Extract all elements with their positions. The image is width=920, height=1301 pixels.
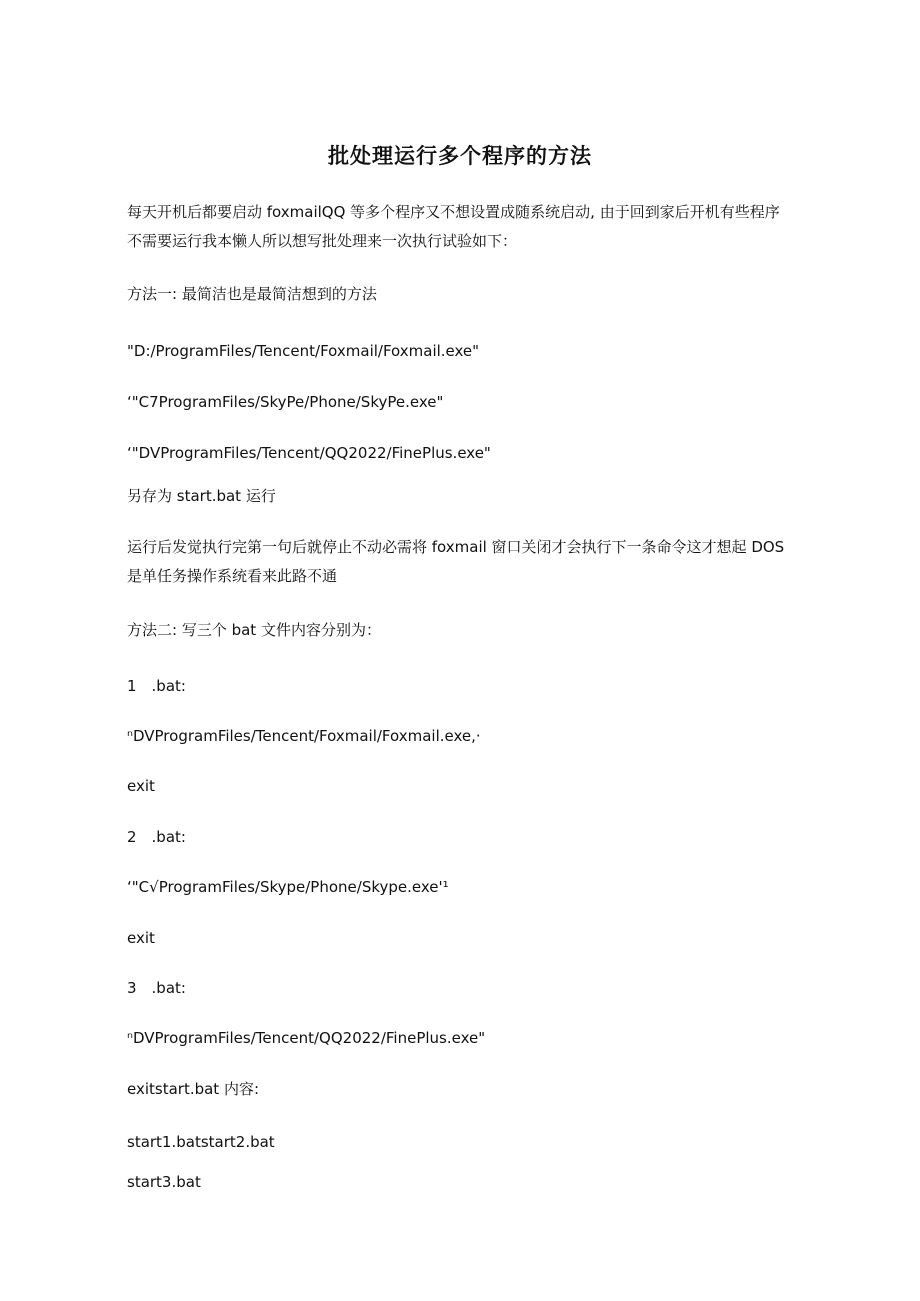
method1-command-1: "D:/ProgramFiles/Tencent/Foxmail/Foxmail.exe"	[127, 342, 480, 360]
page-title: 批处理运行多个程序的方法	[328, 144, 592, 168]
intro-paragraph	[127, 198, 797, 256]
start-line-1: start1.batstart2.bat	[127, 1133, 275, 1151]
bat2-command: ‘"C√ProgramFiles/Skype/Phone/Skype.exe'¹	[127, 878, 449, 896]
method2-heading: 方法二: 写三个 bat 文件内容分别为：	[127, 621, 381, 639]
bat3-command: ⁿDVProgramFiles∕Tencent∕QQ2022∕FinePlus.exe"	[127, 1029, 486, 1047]
start-line-2: start3.bat	[127, 1173, 201, 1191]
intro-line-1: 每天开机后都要启动 foxmailQQ 等多个程序又不想设置成随系统启动, 由于回到家后开机有些程序	[127, 203, 780, 221]
bat3-label: 3 .bat:	[127, 979, 186, 997]
bat2-exit: exit	[127, 929, 155, 947]
observation-paragraph	[127, 533, 797, 591]
bat2-label: 2 .bat:	[127, 828, 186, 846]
bat1-command: ⁿDVProgramFiles/Tencent/Foxmail/Foxmail.exe,·	[127, 727, 481, 745]
method1-command-3: ‘"DVProgramFiles∕Tencent∕QQ2022∕FinePlus.exe"	[127, 444, 491, 462]
save-as-note: 另存为 start.bat 运行	[127, 487, 276, 505]
observation-line-2: 是单任务操作系统看来此路不通	[127, 567, 338, 585]
bat3-exit-start-content: exitstart.bat 内容:	[127, 1080, 260, 1098]
observation-line-1: 运行后发觉执行完第一句后就停止不动必需将 foxmail 窗口关闭才会执行下一条命令这才想起 DOS	[127, 538, 785, 556]
bat1-label: 1 .bat:	[127, 677, 186, 695]
intro-line-2: 不需要运行我本懒人所以想写批处理来一次执行试验如下：	[127, 232, 518, 250]
bat1-exit: exit	[127, 777, 155, 795]
method1-heading: 方法一: 最简洁也是最简洁想到的方法	[127, 285, 377, 303]
method1-command-2: ‘"C7ProgramFiles/SkyPe/Phone/SkyPe.exe"	[127, 393, 444, 411]
